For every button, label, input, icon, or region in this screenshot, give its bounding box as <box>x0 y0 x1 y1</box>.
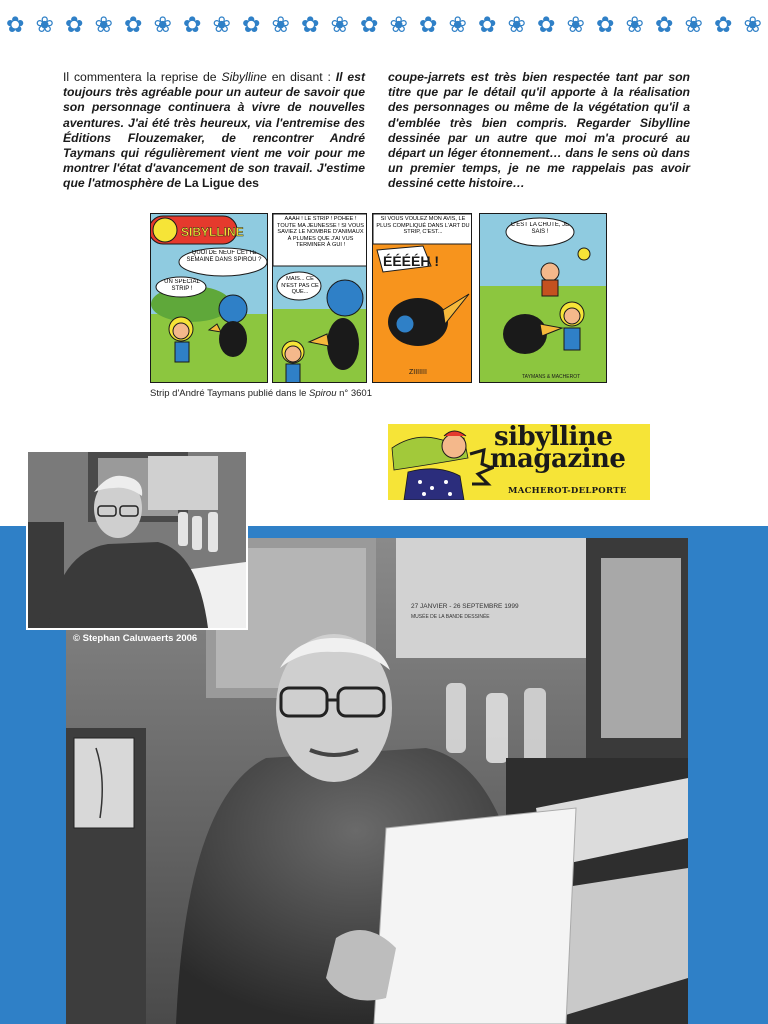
decorative-border <box>0 0 768 50</box>
cartoon-figure-icon: ❀ <box>271 12 290 37</box>
cartoon-figure-icon: ✿ <box>478 12 497 37</box>
comic-panel-2 <box>272 213 367 383</box>
cartoon-figure-icon: ❀ <box>35 12 54 37</box>
comic-panel-3 <box>372 213 472 383</box>
comic-panel-2-art <box>273 214 367 383</box>
photo-credit: © Stephan Caluwaerts 2006 <box>73 633 198 644</box>
speech-bubble: QUOI DE NEUF CETTE SEMAINE DANS SPIROU ? <box>186 250 262 263</box>
cartoon-figure-icon: ✿ <box>242 12 261 37</box>
cartoon-figure-icon: ✿ <box>655 12 674 37</box>
cartoon-figure-icon: ✿ <box>596 12 615 37</box>
comic-strip <box>150 213 607 385</box>
photo-artist-small <box>26 450 248 630</box>
comic-panel-4 <box>479 213 607 383</box>
caption-issue: n° 3601 <box>336 388 372 399</box>
speech-bubble: ÉÉÉÉH ! <box>383 253 440 269</box>
magazine-logo <box>388 424 650 500</box>
speech-bubble: UN SPÉCIAL STRIP ! <box>164 279 200 292</box>
cartoon-figure-icon: ❀ <box>94 12 113 37</box>
comic-panel-1-art <box>151 214 268 383</box>
cartoon-figure-icon: ❀ <box>448 12 467 37</box>
poster-text: 27 JANVIER - 26 SEPTEMBRE 1999 <box>411 603 519 610</box>
intro-text-end: en disant : <box>266 70 336 84</box>
strip-logo: SIBYLLINE <box>181 225 244 239</box>
quote-text-continued: coupe-jarrets est très bien respectée tant par son titre que par le détail qu'il apporte à la réalisation des personnages ou même de la végétation qu'il a d'emblée très bien compris. Regarder Sibylline dessinée par un autre que moi m'a procuré au départ un léger étonnement… dans le sens où dans un premier temps, je ne me rappelais pas avoir dessiné cette histoire… <box>388 70 690 191</box>
comic-panel-4-art <box>480 214 607 383</box>
article-column-left <box>63 70 365 192</box>
artist-signature: TAYMANS & MACHEROT <box>522 374 581 380</box>
sound-effect: ZIIIIIII <box>409 369 427 376</box>
cartoon-figure-icon: ❀ <box>743 12 762 37</box>
magazine-authors: MACHEROT-DELPORTE <box>508 486 627 496</box>
quote-text: Il est toujours très agréable pour un auteur de savoir que son personnage continuera à vivre de nouvelles aventures. J'ai été très heureux, via l'entremise des Éditions Flouzemaker, de rencontrer André Taymans qui régulièrement vient me voir pour me montrer l'état d'avancement de son travail. J'estime que l'atmosphère de <box>63 70 365 191</box>
cartoon-figure-icon: ✿ <box>714 12 733 37</box>
poster-text: MUSÉE DE LA BANDE DESSINÉE <box>411 614 490 620</box>
cartoon-figure-icon: ✿ <box>183 12 202 37</box>
cartoon-figure-icon: ❀ <box>330 12 349 37</box>
magazine-mascot-art <box>388 424 494 500</box>
magazine-title-line2: magazine <box>490 444 626 474</box>
photo-artist-small-frame <box>28 452 246 628</box>
article-column-right <box>388 70 690 192</box>
speech-bubble: SI VOUS VOULEZ MON AVIS, LE PLUS COMPLIQUÉ DANS L'ART DU STRIP, C'EST... <box>376 216 470 236</box>
intro-emphasis: Sibylline <box>221 70 267 84</box>
speech-bubble: MAIS... CE N'EST PAS CE QUE... <box>281 276 319 296</box>
magazine-title-line1: sibylline <box>494 422 613 452</box>
cartoon-figure-icon: ❀ <box>625 12 644 37</box>
cartoon-figure-icon: ✿ <box>360 12 379 37</box>
strip-caption <box>150 388 372 399</box>
cartoon-figure-icon: ❀ <box>684 12 703 37</box>
cartoon-figure-icon: ✿ <box>419 12 438 37</box>
photo-artist-small-art <box>28 452 246 628</box>
comic-panel-1 <box>150 213 268 383</box>
cartoon-figure-icon: ❀ <box>507 12 526 37</box>
caption-emphasis: Spirou <box>309 388 337 399</box>
cartoon-figure-icon: ✿ <box>537 12 556 37</box>
caption-text: Strip d'André Taymans publié dans le <box>150 388 310 399</box>
comic-panel-3-art <box>373 214 472 383</box>
speech-bubble: C'EST LA CHUTE, JE SAIS ! <box>510 222 570 235</box>
cartoon-figure-icon: ✿ <box>6 12 25 37</box>
cartoon-figure-icon: ✿ <box>65 12 84 37</box>
cartoon-figure-icon: ✿ <box>301 12 320 37</box>
intro-text: Il commentera la reprise de <box>63 70 222 84</box>
cartoon-figure-icon: ❀ <box>566 12 585 37</box>
speech-bubble: AAAH ! LE STRIP ! POHÉE ! TOUTE MA JEUNESSE ! SI VOUS SAVIEZ LE NOMBRE D'ANIMAUX À PLUMES QUE J'AI VUS TERMINER À GUI ! <box>277 216 364 249</box>
cartoon-figure-icon: ✿ <box>124 12 143 37</box>
cartoon-figure-icon: ❀ <box>153 12 172 37</box>
quote-book-title: La Ligue des <box>184 176 259 191</box>
cartoon-figure-icon: ❀ <box>389 12 408 37</box>
cartoon-figure-icon: ❀ <box>212 12 231 37</box>
article-paragraph <box>63 70 365 192</box>
